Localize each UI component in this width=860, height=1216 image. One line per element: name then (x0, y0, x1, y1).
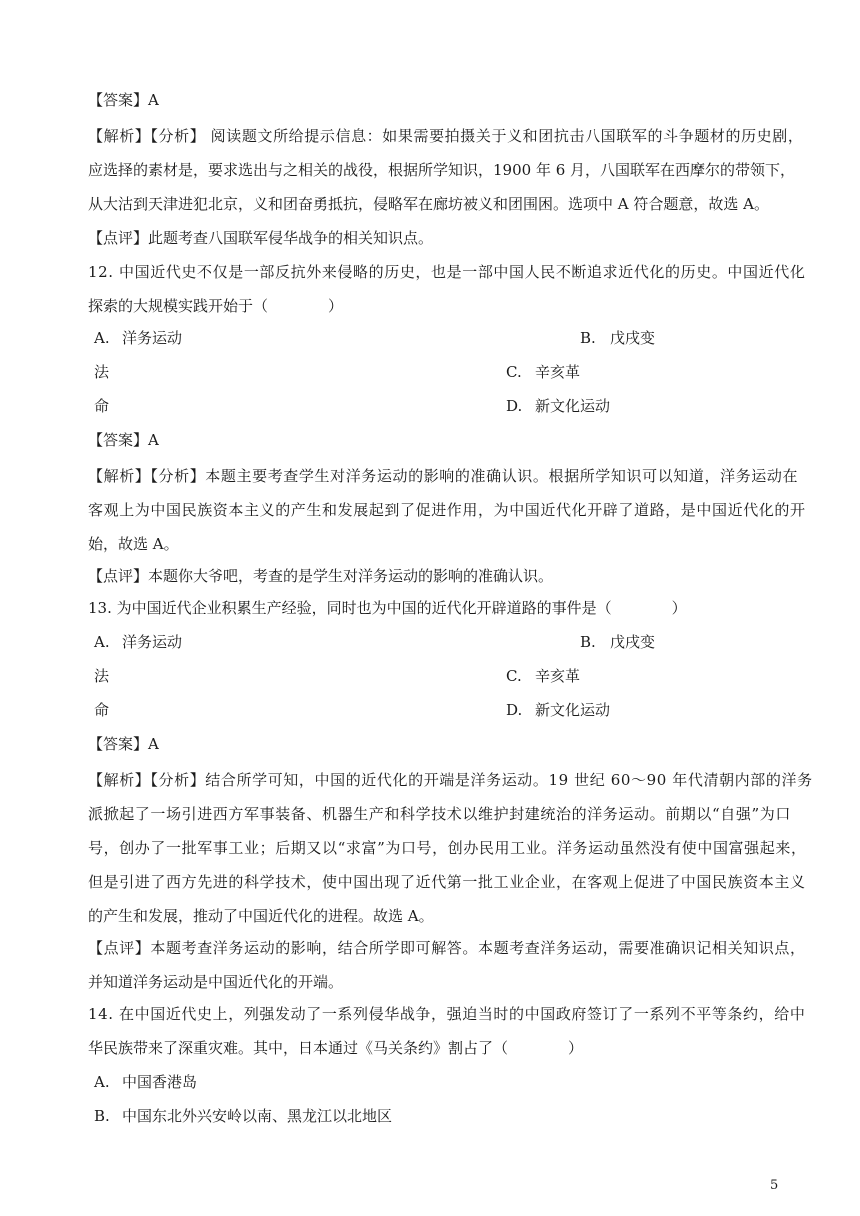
analysis-line: 始，故选 A。 (88, 535, 179, 553)
answer-line: 【答案】A (88, 91, 159, 109)
comment-line: 【点评】此题考查八国联军侵华战争的相关知识点。 (88, 229, 434, 247)
q12-option-b-letter: B. (580, 329, 596, 347)
analysis-line: 【解析】【分析】本题主要考查学生对洋务运动的影响的准确认识。根据所学知识可以知道，洋务运动在 (88, 467, 799, 485)
q12-option-d-letter: D. (506, 397, 523, 415)
analysis-line: 但是引进了西方先进的科学技术，使中国出现了近代第一批工业企业，在客观上促进了中国民族资本主义 (88, 873, 806, 891)
question-14-stem: 华民族带来了深重灾难。其中，日本通过《马关条约》割占了（ ） (88, 1039, 584, 1057)
q12-option-a-text: 洋务运动 (122, 329, 183, 347)
analysis-line: 派掀起了一场引进西方军事装备、机器生产和科学技术以维护封建统治的洋务运动。前期以“自强”为口 (88, 805, 791, 823)
q13-option-d-letter: D. (506, 701, 523, 719)
q12-option-b-text: 戊戌变 (610, 329, 656, 347)
page-number: 5 (770, 1178, 779, 1193)
answer-line: 【答案】A (88, 431, 159, 449)
q13-option-c-letter: C. (506, 667, 522, 685)
q13-option-b-letter: B. (580, 633, 596, 651)
q13-option-b-text: 戊戌变 (610, 633, 656, 651)
question-12-stem: 12. 中国近代史不仅是一部反抗外来侵略的历史，也是一部中国人民不断追求近代化的历史。中国近代化 (88, 263, 806, 281)
question-13-stem: 13. 为中国近代企业积累生产经验，同时也为中国的近代化开辟道路的事件是（ ） (88, 599, 687, 617)
answer-line: 【答案】A (88, 735, 159, 753)
q12-option-c-continued: 命 (94, 397, 110, 415)
q14-option-a-letter: A. (94, 1073, 110, 1091)
q12-option-c-letter: C. (506, 363, 522, 381)
q13-option-a-letter: A. (94, 633, 110, 651)
analysis-line: 【解析】【分析】 阅读题文所给提示信息：如果需要拍摄关于义和团抗击八国联军的斗争题材的历史剧， (88, 127, 804, 145)
analysis-line: 应选择的素材是，要求选出与之相关的战役，根据所学知识，1900 年 6 月，八国联军在西摩尔的带领下， (88, 161, 796, 179)
q14-option-b-letter: B. (94, 1107, 110, 1125)
q12-option-a-letter: A. (94, 329, 110, 347)
analysis-line: 【解析】【分析】结合所学可知，中国的近代化的开端是洋务运动。19 世纪 60～90 年代清朝内部的洋务 (88, 771, 813, 789)
comment-line: 【点评】本题考查洋务运动的影响，结合所学即可解答。本题考查洋务运动，需要准确识记相关知识点， (88, 939, 806, 957)
q14-option-a-text: 中国香港岛 (122, 1073, 198, 1091)
analysis-line: 客观上为中国民族资本主义的产生和发展起到了促进作用，为中国近代化开辟了道路，是中国近代化的开 (88, 501, 806, 519)
q13-option-d-text: 新文化运动 (535, 701, 611, 719)
q13-option-c-text: 辛亥革 (535, 667, 581, 685)
analysis-line: 号，创办了一批军事工业；后期又以“求富”为口号，创办民用工业。洋务运动虽然没有使中国富强起来， (88, 839, 807, 857)
comment-line: 并知道洋务运动是中国近代化的开端。 (88, 973, 344, 991)
q13-option-a-text: 洋务运动 (122, 633, 183, 651)
q12-option-d-text: 新文化运动 (535, 397, 611, 415)
analysis-line: 的产生和发展，推动了中国近代化的进程。故选 A。 (88, 907, 434, 925)
q12-option-c-text: 辛亥革 (535, 363, 581, 381)
q13-option-b-continued: 法 (94, 667, 110, 685)
q13-option-c-continued: 命 (94, 701, 110, 719)
question-12-stem: 探索的大规模实践开始于（ ） (88, 297, 344, 315)
q14-option-b-text: 中国东北外兴安岭以南、黑龙江以北地区 (122, 1107, 393, 1125)
question-14-stem: 14. 在中国近代史上，列强发动了一系列侵华战争，强迫当时的中国政府签订了一系列不平等条约，给中 (88, 1005, 806, 1023)
q12-option-b-continued: 法 (94, 363, 110, 381)
comment-line: 【点评】本题你大爷吧，考查的是学生对洋务运动的影响的准确认识。 (88, 567, 554, 585)
analysis-line: 从大沽到天津进犯北京，义和团奋勇抵抗，侵略军在廊坊被义和团围困。选项中 A 符合题意，故选 A。 (88, 195, 769, 213)
